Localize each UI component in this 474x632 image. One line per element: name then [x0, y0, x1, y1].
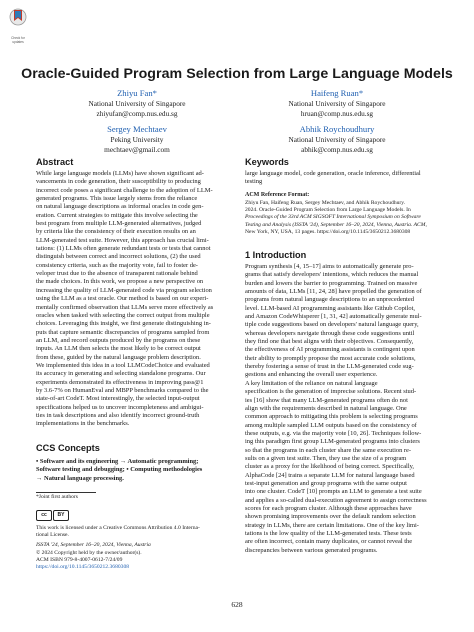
by-icon: BY: [53, 510, 69, 521]
license-block: [36, 525, 236, 571]
acm-ref-line: Proceedings of the 33rd ACM SIGSOFT International Symposium on Software: [245, 214, 421, 221]
author-block-4: [237, 124, 437, 154]
intro-line: so that the programs in each cluster share the same execution re-: [245, 446, 412, 454]
acm-ref-line: 2024. Oracle-Guided Program Selection from Large Language Models. In: [245, 207, 411, 214]
abstract-line: implementations in the benchmarks.: [36, 420, 130, 428]
abstract-line: an LLM, and record outputs produced by the programs on these: [36, 336, 201, 344]
intro-line: tiple code suggestions based on developers' natural language query,: [245, 321, 419, 329]
abstract-line: its accuracy in generating and selecting standalone programs. Our: [36, 370, 206, 378]
abstract-line: on natural language descriptions as informal oracles in code gen-: [36, 203, 204, 211]
author-name[interactable]: Sergey Mechtaev: [107, 124, 167, 134]
keywords-heading: Keywords: [245, 157, 289, 167]
abstract-line: ties in task descriptions and also identify incorrect ground-truth: [36, 411, 200, 419]
intro-line: tations is the low quality of the LLM-generated tests. These tests: [245, 530, 412, 537]
abstract-line: the made choices. In this work, we propose a new perspective on: [36, 278, 204, 286]
author-block-2: [237, 88, 437, 118]
intro-line: discrepancies between various generated programs.: [245, 546, 378, 554]
intro-line: whereas developers navigate through these code suggestions until: [245, 329, 415, 337]
intro-line: Program synthesis [4, 15–17] aims to automatically generate pro-: [245, 263, 414, 270]
author-name[interactable]: Haifeng Ruan*: [310, 88, 364, 98]
author-email: zhiyufan@comp.nus.edu.sg: [96, 108, 178, 118]
acm-ref-line: Testing and Analysis (ISSTA '24), September 16–20, 2024, Vienna, Austria. ACM,: [245, 221, 427, 228]
abstract-line: distinguish between correct and incorrect solutions, (2) the used: [36, 253, 201, 261]
abstract-line: We implemented this idea in a tool LLMCodeChoice and evaluated: [36, 361, 210, 369]
cc-license-logo[interactable]: [36, 510, 236, 521]
intro-line: strategy in LLMs, there are certain limitations. One of the key limi-: [245, 521, 419, 529]
intro-line: shown promising improvements over the default random selection: [245, 513, 416, 521]
abstract-line: by 3.6-7% on HumanEval and MBPP benchmarks compared to the: [36, 386, 209, 394]
abstract-line: tations: (1) LLMs often generate redundant tests or tests that cannot: [36, 245, 211, 253]
intro-line: thereby fostering a sense of trust in the LLM-generated code sug-: [245, 363, 414, 371]
intro-line: and applies a so-called dual-execution agreement to assign correctness: [245, 496, 427, 504]
page-number: 628: [231, 600, 243, 609]
abstract-line: LLM-generated test suite. However, this approach has crucial limi-: [36, 236, 209, 244]
abstract-line: by criteria like the consistency of their execution results on an: [36, 228, 196, 236]
abstract-line: puts that capture semantic discrepancies of programs sampled from: [36, 328, 210, 336]
abstract-body: [36, 170, 236, 429]
paper-title: Oracle-Guided Program Selection from Large Language Models: [21, 66, 453, 82]
intro-line: these outputs, e.g. via the majority vote [10, 26]. Techniques follow-: [245, 429, 422, 437]
abstract-line: generated programs. This issue largely stems from the reliance: [36, 195, 198, 203]
cc-icon: cc: [36, 510, 52, 521]
abstract-line: mentally confirmed observation that LLMs serve more effectively as: [36, 303, 214, 311]
ccs-heading: CCS Concepts: [36, 443, 100, 453]
introduction-heading: 1 Introduction: [245, 250, 307, 260]
keywords-body: [245, 170, 445, 187]
abstract-line: from these, guided by the natural language problem description.: [36, 353, 201, 361]
abstract-line: using the LLM as a test oracle. Our method is based on our experi-: [36, 295, 209, 303]
introduction-body: [245, 263, 445, 555]
intro-line: are often incorrect, contain many duplicates, or cannot reveal the: [245, 538, 413, 546]
abstract-line: experiments demonstrated its effectiveness in improving pass@1: [36, 378, 204, 386]
author-name[interactable]: Zhiyu Fan*: [117, 88, 157, 98]
author-block-3: [37, 124, 237, 154]
intro-line: A key limitation of the reliance on natural language: [245, 379, 378, 387]
author-affiliation: Peking University: [110, 135, 164, 144]
license-line: tional License.: [36, 532, 69, 539]
abstract-line: state-of-art CodeT. Most interestingly, the selected input-output: [36, 395, 200, 403]
intro-line: cluster as a proxy for the likelihood of being correct. Specifically,: [245, 463, 415, 471]
intro-line: among multiple sampled LLM outputs based on the consistency of: [245, 421, 417, 429]
intro-line: level. LLM-based AI programming assistants like Github Copilot,: [245, 304, 416, 312]
intro-line: scores for each program cluster. Although these approaches have: [245, 504, 412, 512]
author-affiliation: National University of Singapore: [288, 135, 386, 144]
abstract-line: veloper trust due to the absence of transparent rationale behind: [36, 270, 198, 278]
doi-link[interactable]: https://doi.org/10.1145/3650212.3680308: [36, 564, 130, 571]
abstract-heading: Abstract: [36, 157, 74, 167]
abstract-line: best program from multiple LLM-generated alternatives, judged: [36, 220, 202, 228]
intro-line: align with the requirements described in natural language. One: [245, 404, 407, 412]
intro-line: common approach to mitigating this problem is selecting programs: [245, 413, 418, 421]
abstract-line: increasing the quality of LLM-generated code via program selection: [36, 286, 212, 294]
author-affiliation: National University of Singapore: [88, 99, 186, 108]
intro-line: gestions and enhancing the overall user experience.: [245, 371, 378, 379]
license-line: This work is licensed under a Creative Commons Attribution 4.0 Interna-: [36, 525, 200, 531]
intro-line: test-input generation and group programs with the same output: [245, 479, 407, 487]
author-email: hruan@comp.nus.edu.sg: [300, 108, 374, 118]
author-name[interactable]: Abhik Roychoudhury: [299, 124, 375, 134]
intro-line: grams that satisfy developers' intentions, which reduces the manual: [245, 271, 419, 279]
abstract-line: consistency criteria, such as the majority vote, fail to foster de-: [36, 261, 198, 269]
intro-line: the effectiveness of AI programming assistants is contingent upon: [245, 346, 415, 354]
intro-line: ies [16] show that many LLM-generated programs often do not: [245, 396, 408, 404]
abstract-line: incorrect code poses a significant challenge to the adoption of LLM-: [36, 186, 213, 194]
abstract-line: choices. Leveraging this insight, we first generate distinguishing in-: [36, 320, 211, 328]
intro-line: into one cluster. CodeT [10] prompts an LLM to generate a test suite: [245, 488, 422, 496]
ccs-concepts: [36, 458, 236, 483]
author-email: abhik@comp.nus.edu.sg: [301, 144, 373, 154]
abstract-line: specifications helped us to uncover incompleteness and ambigui-: [36, 403, 204, 411]
author-email: mechtaev@gmail.com: [104, 144, 170, 154]
conference-line: ISSTA '24, September 16–20, 2024, Vienna, Austria: [36, 542, 151, 549]
badge-label: Check for updates: [11, 36, 25, 44]
intro-line: amounts of data, LLMs [11, 24, 28] have propelled the generation of: [245, 288, 422, 296]
abstract-line: eration. Current strategies to mitigate this involve selecting the: [36, 211, 198, 219]
author-block-1: [37, 88, 237, 118]
acm-ref-body: [245, 200, 445, 236]
intro-line: they find one that best aligns with their objectives. Consequently,: [245, 338, 414, 346]
isbn-line: ACM ISBN 979-8-4007-0612-7/24/09: [36, 556, 123, 563]
check-for-updates-badge[interactable]: [8, 8, 28, 44]
ccs-line: Software testing and debugging; • Computing methodologies: [36, 466, 203, 474]
ccs-line: → Natural language processing.: [36, 474, 124, 482]
intro-line: AlphaCode [24] trains a separate LLM for natural language based: [245, 471, 415, 479]
intro-line: burden and lowers the barrier to programming. Trained on massive: [245, 279, 418, 287]
abstract-line: While large language models (LLMs) have shown significant ad-: [36, 170, 204, 177]
acm-ref-line: New York, NY, USA, 13 pages. https://doi.org/10.1145/3650212.3680308: [245, 228, 411, 235]
acm-ref-line: Zhiyu Fan, Haifeng Ruan, Sergey Mechtaev, and Abhik Roychoudhury.: [245, 200, 406, 206]
intro-line: and Amazon CodeWhisperer [1, 31, 42] automatically generate mul-: [245, 313, 422, 321]
intro-line: ing this paradigm first group LLM-generated programs into clusters: [245, 438, 420, 446]
acm-ref-heading: ACM Reference Format:: [245, 192, 310, 198]
abstract-line: vancements in code generation, their susceptibility to producing: [36, 178, 201, 186]
intro-line: their ability to promptly propose the most accurate code solutions,: [245, 354, 416, 362]
intro-line: programs from natural language descriptions to an unprecedented: [245, 296, 414, 304]
abstract-line: oracles when tasked with selecting the correct output from multiple: [36, 311, 210, 319]
footnote-divider: [36, 492, 96, 493]
bookmark-ribbon-icon: [8, 8, 28, 32]
author-affiliation: National University of Singapore: [288, 99, 386, 108]
abstract-line: inputs. An LLM then selects the most likely to be correct output: [36, 345, 201, 353]
footnote: *Joint first authors: [36, 494, 78, 500]
copyright-line: © 2024 Copyright held by the owner/author(s).: [36, 549, 142, 556]
intro-line: specification is the generation of imprecise solutions. Recent stud-: [245, 388, 417, 396]
ccs-line: • Software and its engineering → Automatic programming;: [36, 458, 199, 465]
keywords-line: large language model, code generation, oracle inference, differential: [245, 170, 421, 177]
keywords-line: testing: [245, 178, 263, 186]
intro-line: sults on a given test suite. Then, they use the size of a program: [245, 454, 407, 462]
